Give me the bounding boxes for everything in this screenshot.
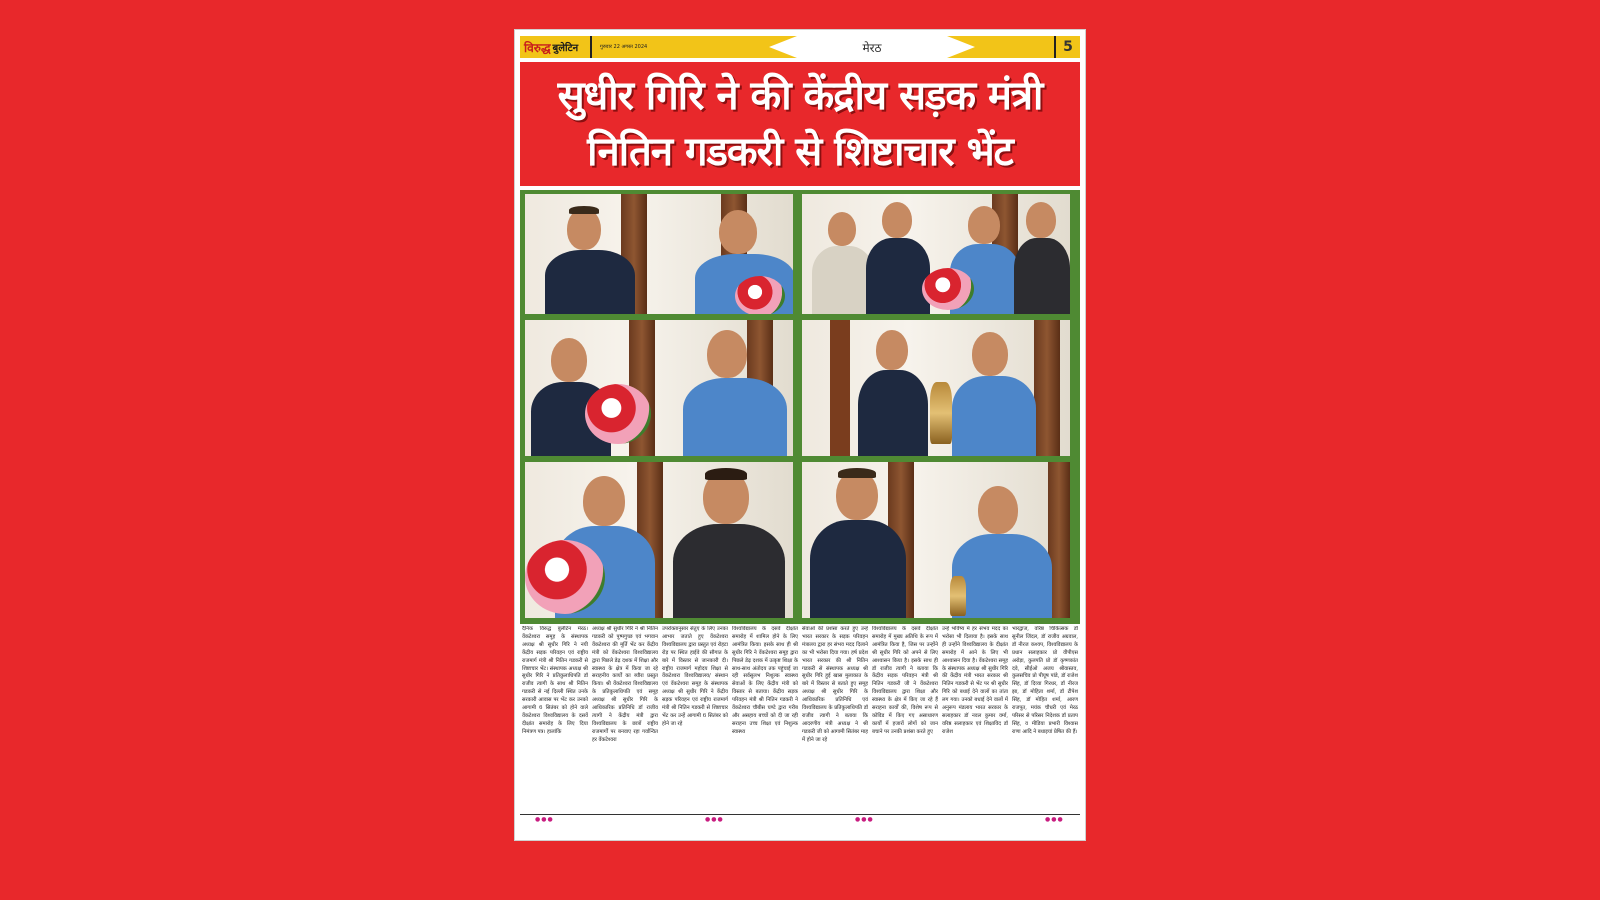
footer-rule — [520, 814, 1080, 815]
right-arrow-icon — [947, 36, 975, 58]
city-banner — [690, 36, 1054, 58]
newspaper-logo — [520, 36, 592, 58]
article-column: दैनिक विरुद्ध बुलेटिन मेरठ। वेंकटेश्वरा समूह के संस्थापक अध्यक्ष श्री सुधीर गिरि ने नयी केंद्रीय सड़क परिवहन एवं राष्ट्रीय राजमार्ग मंत्री श्री नितिन गडकरी से शिष्टाचार भेंट। संस्थापक अध्यक्ष श्री सुधीर गिरि ने प्रतिकुलाधिपति डॉ राजीव त्यागी के साथ श्री नितिन गडकरी से नई दिल्ली स्थित उनके सरकारी आवास पर भेंट कर उनको आगामी 6 सितंबर को होने वाले वेंकटेश्वरा विश्वविद्यालय के दसवें दीक्षांत समारोह के लिए दिया निमंत्रण पत्र। हालांकि — [522, 626, 588, 735]
article-body — [520, 626, 1080, 838]
article-column: सेवाओं की प्रशंसा करते हुए उन्हें भारत सरकार के सड़क परिवहन मंत्रालय द्वारा हर संभव मदद दिलाने का भी भरोसा दिया गया। हर्ष प्रदेश भारत सरकार की श्री नितिन गडकरी से संस्थापक अध्यक्ष श्री सुधीर गिरि हुई खास मुलाकात के बारे में विस्तार से बताते हुए समूह अध्यक्ष श्री सुधीर गिरि के आधिकारिक प्रतिनिधि एवं विश्वविद्यालय के प्रतिकुलाधिपति डॉ राजीव त्यागी ने बताया कि आदरणीय मंत्री अध्यक्ष ने श्री गडकरी जी को आगामी सितंबर माह में होने जा रहे — [802, 626, 868, 743]
headline-line-2: नितिन गडकरी से शिष्टाचार भेंट — [587, 129, 1013, 175]
article-column: भारद्वाज, वरिष्ठ चिकित्सक डॉ सुनील जिंदल, डॉ राजीव अग्रवाल, डॉ नीरज कश्यप, विश्वविद्यालय के प्रधान सलाहकार प्रो वीपीएस अरोड़ा, कुलपति प्रो डॉ कृष्णकांत दवे, सीईओ अजय श्रीवास्तव, कुलसचिव प्रो पीयूष पांडे, डॉ राजेश सिंह, डॉ दिव्या गिरधर, डॉ नीरज झा, डॉ मोहिता शर्मा, डॉ टीपेश सिंह, डॉ मोहित शर्मा, आरण राजपूत, मयंक चौधरी एवं मेरठ परिसर से परिसर निदेशक डॉ प्रताप सिंह, व मीडिया प्रभारी विश्वास राणा आदि ने बधाइयां प्रेषित की हैं। — [1012, 626, 1078, 735]
footer-dots-icon: ●●● — [705, 816, 724, 823]
left-arrow-icon — [769, 36, 797, 58]
city-name: मेरठ — [797, 36, 947, 58]
photo-bouquet-group — [802, 194, 1070, 314]
footer-dots-icon: ●●● — [535, 816, 554, 823]
article-column: विश्वविद्यालय के दसवें दीक्षांत समारोह में मुख्य अतिथि के रूप में आमंत्रित किया है, जिस पर उन्होंने श्री सुधीर गिरि को अपने से लिए आश्वासन किया है। इसके साथ ही डॉ राजीव त्यागी ने बताया कि केंद्रीय सड़क परिवहन मंत्री श्री नितिन गडकरी जी ने वेंकटेश्वरा विश्वविद्यालय द्वारा शिक्षा और स्वास्थ्य के क्षेत्र में किए जा रहे हैं सराहना कार्यों की, विशेष रूप से कोविड में किए गए असाधारण कार्यों में हजारों लोगों को जान बचाने पर उनकी प्रशंसा करते हुए — [872, 626, 938, 735]
photo-minister-with-bouquet — [525, 462, 793, 618]
photo-bouquet-presentation — [525, 320, 793, 456]
newspaper-page — [515, 30, 1085, 840]
brand-name-1: विरुद्ध — [524, 40, 551, 55]
photo-idol-presentation — [802, 320, 1070, 456]
footer-dots-icon: ●●● — [855, 816, 874, 823]
article-column: अध्यक्ष श्री सुधीर गिरि ने श्री नितिन गडकरी को पुष्पगुच्छ एवं भगवान वेंकटेश्वरा की मूर्ति भेंट कर केंद्रीय मंत्री को वेंकटेश्वरा विश्वविद्यालय द्वारा पिछले डेढ़ दशक में शिक्षा और स्वास्थ्य के क्षेत्र में किया जा रहे सराहनीय कार्यों का ब्यौरा प्रस्तुत किया। श्री वेंकटेश्वरा विश्वविद्यालय के प्रतिकुलाधिपति एवं समूह अध्यक्ष श्री सुधीर गिरि के आधिकारिक प्रतिनिधि डॉ राजीव त्यागी ने केंद्रीय मंत्री द्वारा विश्वविद्यालय के छात्रों राष्ट्रीय राजमार्गों पर बनवाए रहा गर्वान्वित हर वेंकटेश्वरा — [592, 626, 658, 743]
photo-greeting-handshake — [525, 194, 793, 314]
headline-line-1: सुधीर गिरि ने की केंद्रीय सड़क मंत्री — [557, 73, 1043, 119]
page-number: 5 — [1054, 36, 1080, 58]
brand-name-2: बुलेटिन — [552, 43, 579, 54]
masthead — [520, 36, 1080, 58]
photo-conversation — [802, 462, 1070, 618]
issue-date: गुरुवार 22 अगस्त 2024 — [600, 44, 648, 50]
headline — [520, 62, 1080, 186]
footer-dots-icon: ●●● — [1045, 816, 1064, 823]
photo-grid — [520, 190, 1080, 624]
article-column: विश्वविद्यालय के दसवें दीक्षांत समारोह में शामिल होने के लिए आमंत्रित किया। इसके साथ ही श्री सुधीर गिरि ने वेंकटेश्वरा समूह द्वारा पिछले डेढ़ दशक में उत्कृष्ट शिक्षा के साथ-साथ अंतोदय तक पहुंचाई जा रही सर्वसुलभ निशुल्क स्वास्थ्य सेवाओं के लिए केंद्रीय मंत्री को विस्तार से बताया। केंद्रीय सड़क परिवहन मंत्री श्री नितिन गडकरी ने वेंकटेश्वरा चौबीस घण्टे द्वारा गरीब और असहाय बच्चों को दी जा रही सराहना उच्च शिक्षा एवं निशुल्क स्वास्थ्य — [732, 626, 798, 735]
article-column: उपरोक्तानुसार सेतुए के लिए उनका आभार जताते हुए वेंकटेश्वरा विश्वविद्यालय द्वारा प्रस्तुत एवं रोहटा रोड़ पर स्थित हाईवे की सौगात के बारे में विस्तार से जानकारी दी। राष्ट्रीय राजमार्ग महोदय शिक्षा से वेंकटेश्वरा विश्वविद्यालय/ संस्थान एवं वेंकटेश्वरा समूह के संस्थापक अध्यक्ष श्री सुधीर गिरि ने केंद्रीय सड़क परिवहन एवं राष्ट्रीय राजमार्ग मंत्री श्री नितिन गडकरी से शिष्टाचार भेंट कर उन्हें आगामी 6 सितंबर को होने जा रहे — [662, 626, 728, 727]
article-column: उन्हें भविष्य में हर संभव मदद का भरोसा भी दिलाया है। इसके साथ ही उन्होंने विश्वविद्यालय के दीक्षांत समारोह में आने के लिए भी आश्वासन दिया है। वेंकटेश्वरा समूह के संस्थापक अध्यक्ष श्री सुधीर गिरि की केंद्रीय मंत्री भारत सरकार श्री नितिन गडकरी से भेंट पर श्री सुधीर गिरि को बधाई देने वालों का तांता लग गया। उनको बधाई देने वालों में अनुरूप मंडलाय भारत सरकार के सलाहकार डॉ नवल कुमार वर्मा, वरिष्ठ सलाहकार एवं शिक्षाविद डॉ राजेश — [942, 626, 1008, 735]
